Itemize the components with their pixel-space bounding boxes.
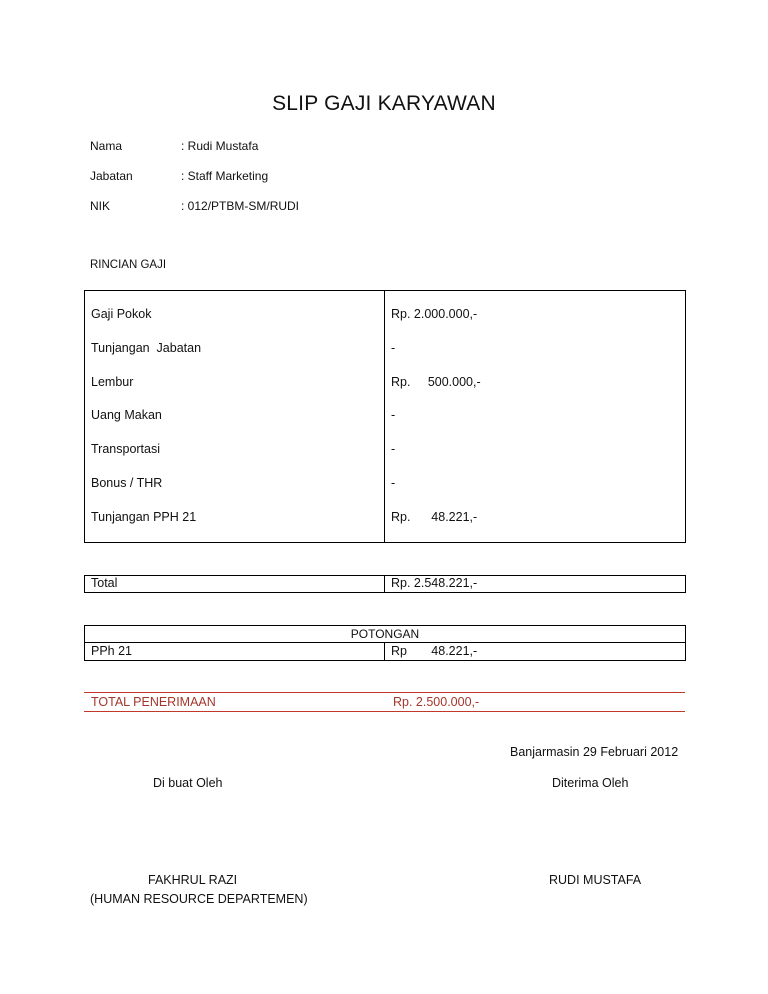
rincian-value: - xyxy=(391,476,396,490)
rincian-label: Uang Makan xyxy=(91,408,162,422)
total-label: Total xyxy=(91,576,118,590)
nama-value: : Rudi Mustafa xyxy=(181,139,259,153)
rincian-value: - xyxy=(391,341,396,355)
penerimaan-value: Rp. 2.500.000,- xyxy=(393,695,480,709)
dibuat-label: Di buat Oleh xyxy=(153,776,223,790)
potongan-value: Rp 48.221,- xyxy=(391,644,478,658)
diterima-label: Diterima Oleh xyxy=(552,776,629,790)
section-title-rincian: RINCIAN GAJI xyxy=(90,259,167,271)
penerimaan-label: TOTAL PENERIMAAN xyxy=(91,695,216,709)
jabatan-value: : Staff Marketing xyxy=(181,169,269,183)
rincian-divider xyxy=(384,290,385,543)
rincian-label: Tunjangan Jabatan xyxy=(91,341,202,355)
nama-label: Nama xyxy=(90,139,123,153)
potongan-row-divider xyxy=(84,642,686,643)
maker-name: FAKHRUL RAZI xyxy=(148,873,238,887)
potongan-col-divider xyxy=(384,642,385,661)
maker-role: (HUMAN RESOURCE DEPARTEMEN) xyxy=(90,892,308,906)
total-divider xyxy=(384,575,385,593)
jabatan-label: Jabatan xyxy=(90,169,133,183)
rincian-label: Lembur xyxy=(91,375,134,389)
nik-label: NIK xyxy=(90,199,111,213)
total-value: Rp. 2.548.221,- xyxy=(391,576,478,590)
rincian-label: Gaji Pokok xyxy=(91,307,152,321)
rincian-value: Rp. 2.000.000,- xyxy=(391,307,478,321)
penerimaan-bottom-rule xyxy=(84,711,685,712)
rincian-value: - xyxy=(391,408,396,422)
page-title: SLIP GAJI KARYAWAN xyxy=(272,92,496,115)
rincian-value: - xyxy=(391,442,396,456)
receiver-name: RUDI MUSTAFA xyxy=(549,873,642,887)
rincian-label: Bonus / THR xyxy=(91,476,163,490)
penerimaan-top-rule xyxy=(84,692,685,693)
potongan-title: POTONGAN xyxy=(350,627,420,641)
place-date: Banjarmasin 29 Februari 2012 xyxy=(510,745,679,759)
rincian-label: Tunjangan PPH 21 xyxy=(91,510,197,524)
potongan-label: PPh 21 xyxy=(91,644,133,658)
nik-value: : 012/PTBM-SM/RUDI xyxy=(181,199,300,213)
rincian-value: Rp. 500.000,- xyxy=(391,375,481,389)
rincian-value: Rp. 48.221,- xyxy=(391,510,478,524)
total-table xyxy=(84,575,686,593)
rincian-label: Transportasi xyxy=(91,442,161,456)
rincian-table xyxy=(84,290,686,543)
